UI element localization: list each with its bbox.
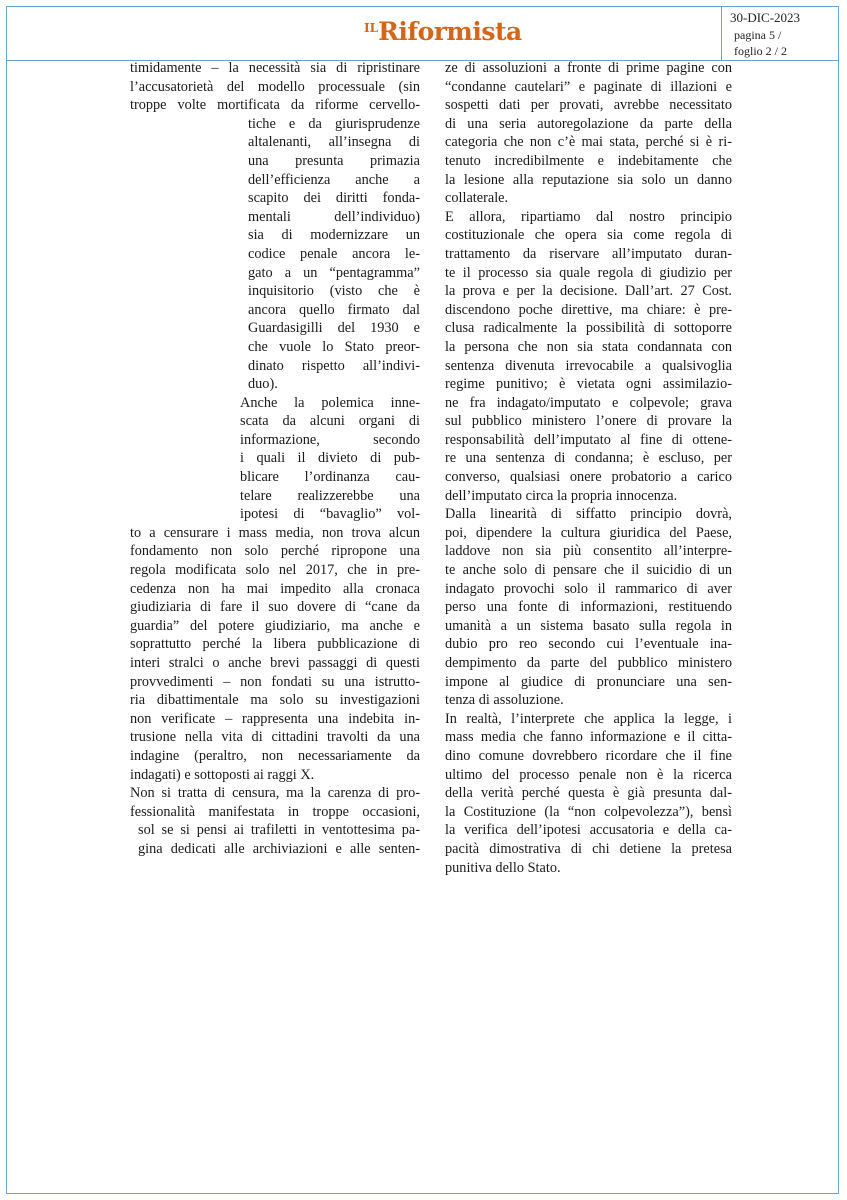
text-line: non verificate – rappresenta una indebita in-	[130, 710, 420, 727]
text-line: categoria che non c’è mai stata, perché si è ri-	[445, 134, 732, 151]
text-line: discendono poche direttive, ma chiare: è pre-	[445, 301, 732, 318]
text-line: gato a un “pentagramma”	[248, 264, 420, 281]
text-line: dempimento da parte del pubblico ministero	[445, 655, 732, 671]
text-line: telare realizzerebbe una	[240, 487, 420, 504]
text-line: soprattutto perché la libera pubblicazione di	[130, 636, 420, 653]
text-line: codice penale ancora le-	[248, 245, 420, 262]
text-line: te anche solo di pensare che il suicidio di un	[445, 562, 732, 579]
text-line: troppe volte mortificata da riforme cervello-	[130, 97, 420, 114]
text-line: dell’efficienza anche a	[248, 171, 420, 188]
text-line: dinato rispetto all’indivi-	[248, 357, 420, 374]
newspaper-logo	[364, 17, 522, 51]
text-line: timidamente – la necessità sia di ripristinare	[130, 60, 420, 76]
text-line: sol se si pensi ai trafiletti in ventottesima pa-	[138, 822, 420, 839]
text-line: laddove non sia più consentito all’interpre-	[445, 543, 732, 560]
text-line: responsabilità dell’imputato al fine di ottene-	[445, 431, 732, 448]
logo-name: Riformista	[378, 17, 522, 46]
text-line: ne fra indagato/imputato e colpevole; grava	[445, 394, 732, 411]
text-line: fondamento non solo perché ripropone una	[130, 543, 420, 560]
text-line: cedenza non ha mai impedito alla cronaca	[130, 580, 420, 597]
date-block	[721, 7, 841, 60]
text-line: una presunta primazia	[248, 152, 420, 169]
text-line: costituzionale che opera sia come regola di	[445, 227, 732, 244]
text-line: sentenza divenuta irrevocabile a qualsivoglia	[445, 357, 732, 374]
text-line: pacità dimostrativa di chi detiene la pretesa	[445, 840, 732, 857]
text-line: Guardasigilli del 1930 e	[248, 320, 420, 337]
text-line: indagati) e sottoposti ai raggi X.	[130, 766, 315, 783]
text-line: dino comune dovrebbero ricordare che il fine	[445, 747, 732, 764]
text-line: l’accusatorietà del modello processuale (sin	[130, 78, 420, 95]
text-line: della verità perché questa è già presunta dal-	[445, 785, 732, 802]
text-line: dell’imputato circa la propria innocenza.	[445, 487, 678, 504]
text-line: sul pubblico ministero l’onere di provare la	[445, 413, 732, 430]
text-line: Anche la polemica inne-	[240, 394, 420, 411]
text-line: mentali dell’individuo)	[248, 208, 420, 225]
page-header	[7, 7, 838, 61]
text-line: impone al giudice di pronunciare una sen-	[445, 673, 732, 690]
sheet-number: foglio 2 / 2	[734, 44, 787, 58]
text-line: provvedimenti – non fondati su una istrutto-	[130, 673, 420, 690]
text-line: sia di modernizzare un	[248, 227, 420, 244]
text-line: duo).	[248, 376, 278, 393]
text-line: di una seria autoregolazione da parte della	[445, 115, 732, 132]
text-line: che vuole lo Stato preor-	[248, 338, 420, 355]
text-line: converso, qualsiasi onere probatorio a carico	[445, 469, 732, 486]
text-line: clusa radicalmente la possibilità di sottoporre	[445, 320, 732, 337]
text-line: “condanne cautelari” e paginate di illazioni e	[445, 78, 732, 95]
text-line: trusione nella vita di cittadini travolti da una	[130, 729, 420, 746]
text-line: guardia” del potere giudiziario, ma anche e	[130, 617, 420, 634]
text-line: fessionalità manifestata in troppe occasioni,	[130, 803, 420, 820]
text-line: punitiva dello Stato.	[445, 859, 561, 876]
article-column-left	[130, 59, 420, 859]
text-line: la persona che non sia stata condannata con	[445, 338, 732, 355]
text-line: la Costituzione (la “non colpevolezza”), bensì	[445, 803, 732, 820]
text-line: i quali il divieto di pub-	[240, 450, 420, 467]
text-line: scapito dei diritti fonda-	[248, 190, 420, 207]
text-line: poi, dipendere la cultura giuridica del Paese,	[445, 524, 732, 541]
text-line: indagato provochi solo il rammarico di aver	[445, 580, 732, 597]
text-line: sospetti dati per provati, avrebbe necessitato	[445, 97, 732, 114]
text-line: te il processo sia quale regola di giudizio per	[445, 264, 732, 281]
text-line: tenza di assoluzione.	[445, 692, 564, 709]
text-line: ipotesi di “bavaglio” vol-	[240, 506, 420, 523]
text-line: giudiziaria di fare il suo dovere di “cane da	[130, 599, 420, 616]
text-line: regime punitivo; è vietata ogni assimilazio-	[445, 376, 732, 393]
text-line: la lesione alla reputazione sia solo un danno	[445, 171, 732, 188]
text-line: la prova e per la decisione. Dall’art. 27 Cost.	[445, 283, 732, 300]
text-line: trattamento da riservare all’imputato duran-	[445, 245, 732, 262]
text-line: collaterale.	[445, 190, 509, 207]
text-line: inquisitorio (visto che è	[248, 283, 420, 300]
text-line: altalenanti, all’insegna di	[248, 134, 420, 151]
text-line: dubio pro reo secondo cui l’eventuale ina-	[445, 636, 732, 653]
text-line: Non si tratta di censura, ma la carenza di pro-	[130, 785, 420, 802]
logo-prefix: IL	[364, 21, 379, 35]
text-line: perso una fonte di informazioni, restituendo	[445, 599, 732, 616]
text-line: interi stralci o anche brevi passaggi di questi	[130, 655, 420, 671]
text-line: regola modificata solo nel 2017, che in pre-	[130, 562, 420, 579]
text-line: mass media che fanno informazione e il citta-	[445, 729, 732, 746]
text-line: Dalla linearità di siffatto principio dovrà,	[445, 506, 732, 523]
text-line: tiche e da giurisprudenze	[248, 115, 420, 132]
issue-date: 30-DIC-2023	[730, 10, 801, 25]
text-line: indagine (peraltro, non necessariamente da	[130, 747, 420, 764]
text-line: gina dedicati alle archiviazioni e alle senten-	[138, 840, 420, 857]
article-column-right	[445, 59, 732, 877]
text-line: E allora, ripartiamo dal nostro principio	[445, 208, 732, 225]
text-line: ancora quello firmato dal	[248, 301, 420, 318]
text-line: ria dibattimentale ma solo su investigazioni	[130, 692, 420, 709]
page-number: pagina 5 /	[734, 28, 782, 42]
text-line: ultimo del processo penale non è la ricerca	[445, 766, 732, 783]
text-line: scata da alcuni organi di	[240, 413, 420, 430]
text-line: to a censurare i mass media, non trova alcun	[130, 524, 420, 541]
text-line: In realtà, l’interprete che applica la legge, i	[445, 710, 732, 727]
text-line: re una sentenza di condanna; è escluso, per	[445, 450, 732, 467]
text-line: ze di assoluzioni a fronte di prime pagine con	[445, 60, 732, 76]
text-line: informazione, secondo	[240, 431, 420, 448]
text-line: umanità a un sistema basato sulla regola in	[445, 617, 732, 634]
text-line: blicare l’ordinanza cau-	[240, 469, 420, 486]
text-line: tenuto incredibilmente e indebitamente che	[445, 152, 732, 169]
text-line: la verifica dell’ipotesi accusatoria e della ca-	[445, 822, 732, 839]
